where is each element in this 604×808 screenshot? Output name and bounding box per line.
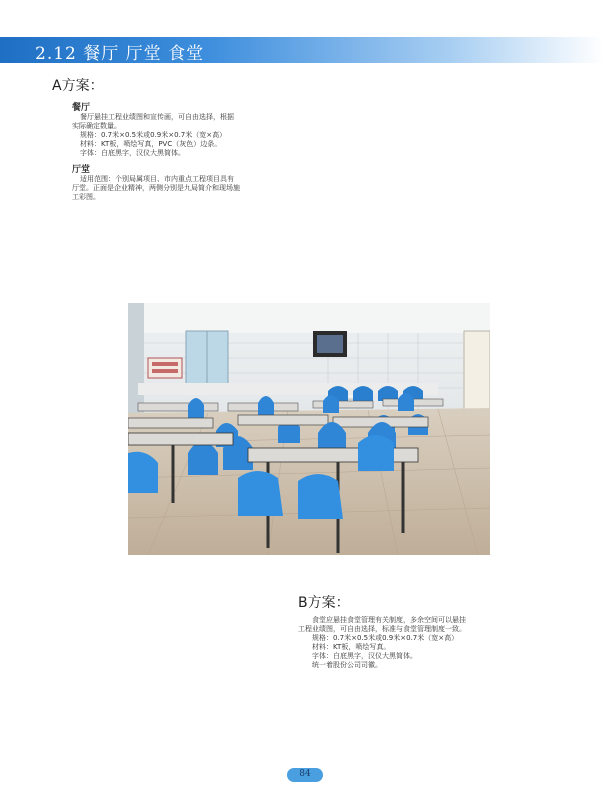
restaurant-line: 餐厅悬挂工程业绩图和宣传画，可自由选择，根据 — [80, 113, 234, 121]
plan-b-line: 食堂应悬挂食堂管理有关制度，多余空间可以悬挂 — [312, 616, 466, 624]
plan-b-title: B方案： — [298, 595, 350, 611]
page-title: 2.12 餐厅 厅堂 食堂 — [35, 44, 205, 64]
restaurant-line: 材料：KT板，喷绘写真，PVC（灰色）边条。 — [80, 140, 222, 148]
hall-line: 适用范围：个别局属项目、市内重点工程项目具有 — [80, 175, 234, 183]
plan-b-line: 规格：0.7米×0.5米或0.9米×0.7米（宽×高） — [312, 634, 459, 642]
hall-heading: 厅堂 — [72, 165, 91, 175]
restaurant-line: 规格：0.7米×0.5米或0.9米×0.7米（宽×高） — [80, 131, 227, 139]
canteen-photo — [128, 303, 490, 555]
page-number: 84 — [299, 769, 311, 779]
plan-a-title: A方案： — [52, 78, 104, 94]
hall-line: 厅堂。正面是企业精神，两侧分别是九局简介和现场施 — [72, 184, 240, 192]
hall-line: 工彩图。 — [72, 193, 100, 201]
plan-b-line: 字体：白底黑字，汉仪大黑简体。 — [312, 652, 417, 660]
plan-b-line: 材料：KT板，喷绘写真。 — [312, 643, 391, 651]
restaurant-line: 字体：白底黑字，汉仪大黑简体。 — [80, 149, 185, 157]
restaurant-heading: 餐厅 — [72, 103, 91, 113]
restaurant-line: 实际确定数量。 — [72, 122, 121, 130]
plan-b-line: 统一着股份公司司徽。 — [312, 661, 382, 669]
plan-b-line: 工程业绩图，可自由选择，标准与食堂管理制度一致。 — [298, 625, 466, 633]
